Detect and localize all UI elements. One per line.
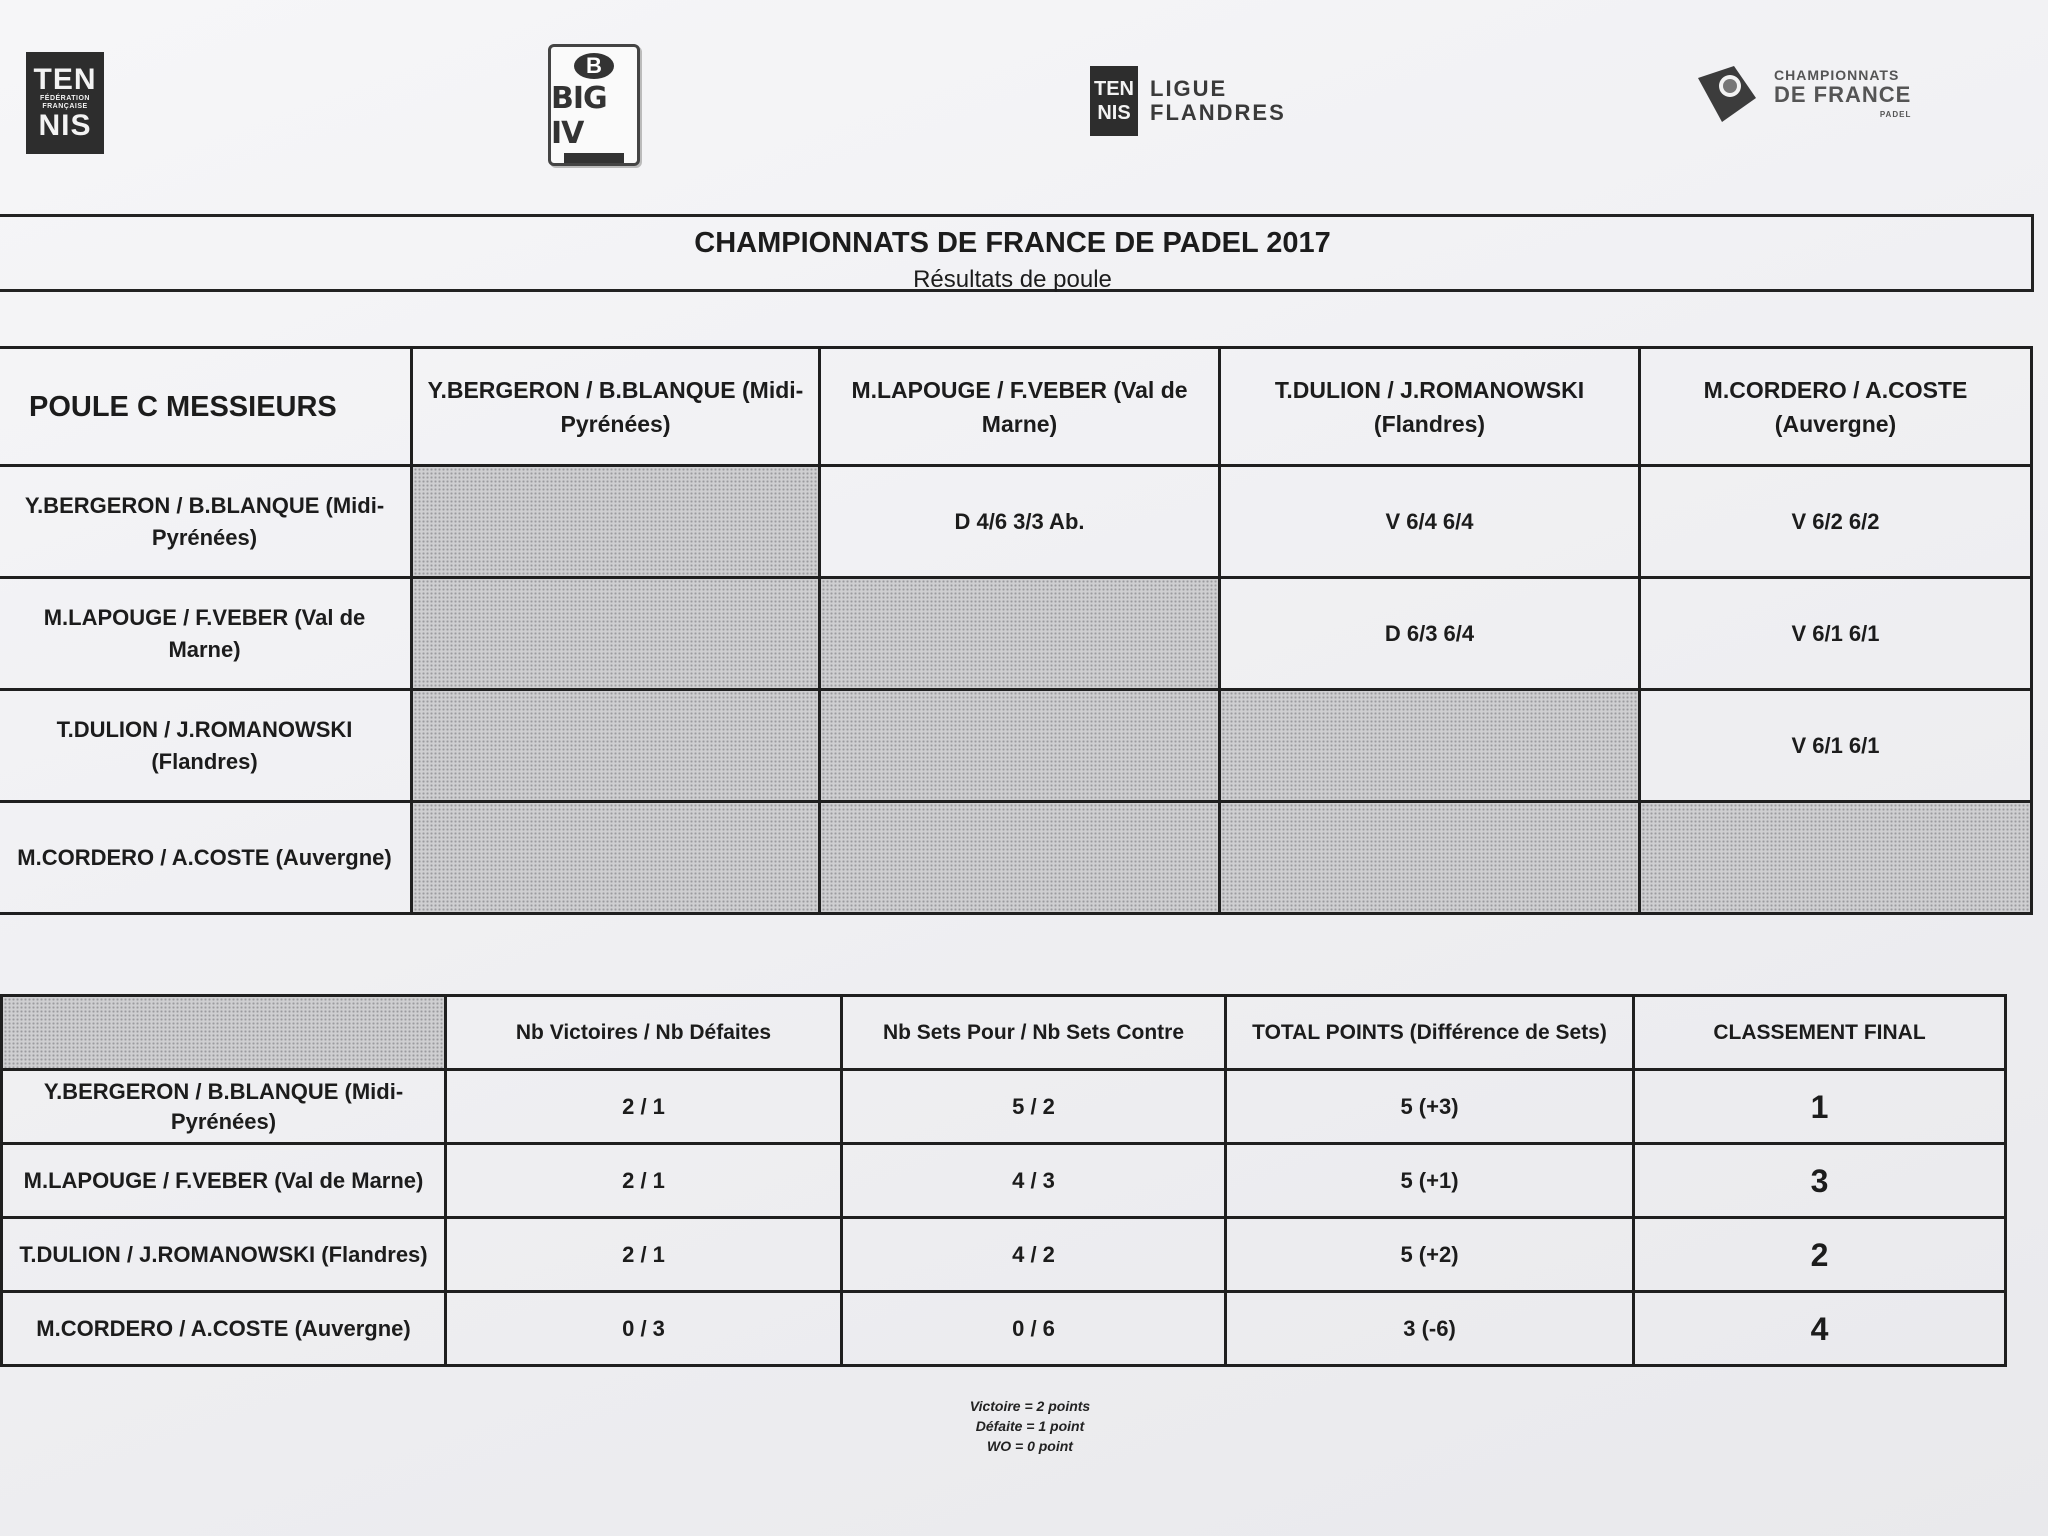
page-title: CHAMPIONNATS DE FRANCE DE PADEL 2017 (694, 227, 1331, 259)
summary-row (2, 1070, 2006, 1144)
fft-tennis-logo (26, 52, 104, 154)
row-team: M.LAPOUGE / F.VEBER (Val de Marne) (0, 578, 412, 690)
summary-row (2, 1144, 2006, 1218)
result-cell-blank (820, 802, 1220, 914)
summary-row (2, 1292, 2006, 1366)
big-iv-logo (548, 44, 640, 166)
cdf-text (1774, 65, 1911, 125)
final-rank: 2 (1634, 1218, 2006, 1292)
ligue-mark-bottom: NIS (1097, 102, 1131, 124)
result-cell-blank (412, 802, 820, 914)
cdf-line1: CHAMPIONNATS (1774, 67, 1900, 83)
result-cell-blank (820, 690, 1220, 802)
column-header: T.DULION / J.ROMANOWSKI (Flandres) (1220, 348, 1640, 466)
legend-line: Défaite = 1 point (975, 1418, 1085, 1434)
summary-header: Nb Victoires / Nb Défaites (446, 996, 842, 1070)
total-points: 5 (+3) (1226, 1070, 1634, 1144)
padel-racket-icon (1694, 64, 1764, 126)
cdf-line2: DE FRANCE (1774, 82, 1912, 107)
final-rank: 1 (1634, 1070, 2006, 1144)
fft-logo-bottom: NIS (38, 109, 92, 142)
summary-team: M.LAPOUGE / F.VEBER (Val de Marne) (2, 1144, 446, 1218)
total-points: 3 (-6) (1226, 1292, 1634, 1366)
pool-results-matrix (0, 346, 2033, 915)
sets-for-against: 5 / 2 (842, 1070, 1226, 1144)
page-subtitle: Résultats de poule (913, 266, 1112, 293)
points-legend (930, 1396, 1130, 1456)
row-team: T.DULION / J.ROMANOWSKI (Flandres) (0, 690, 412, 802)
final-rank: 4 (1634, 1292, 2006, 1366)
summary-team: M.CORDERO / A.COSTE (Auvergne) (2, 1292, 446, 1366)
wins-losses: 2 / 1 (446, 1070, 842, 1144)
result-cell-blank (412, 578, 820, 690)
summary-row (2, 1218, 2006, 1292)
column-header: M.CORDERO / A.COSTE (Auvergne) (1640, 348, 2032, 466)
sets-for-against: 4 / 3 (842, 1144, 1226, 1218)
result-cell-blank (1220, 802, 1640, 914)
title-banner (0, 214, 2034, 292)
result-cell-blank (1640, 802, 2032, 914)
big-iv-name: BIG IV (551, 81, 607, 151)
big-iv-badge-icon: B (574, 53, 614, 79)
final-rank: 3 (1634, 1144, 2006, 1218)
result-cell-blank (412, 690, 820, 802)
result-cell: V 6/1 6/1 (1640, 690, 2032, 802)
total-points: 5 (+2) (1226, 1218, 1634, 1292)
ligue-mark-top: TEN (1094, 78, 1134, 100)
column-header: M.LAPOUGE / F.VEBER (Val de Marne) (820, 348, 1220, 466)
matrix-row (0, 802, 2032, 914)
ligue-name-line2: FLANDRES (1150, 100, 1286, 125)
matrix-header-row (0, 348, 2032, 466)
column-header: Y.BERGERON / B.BLANQUE (Midi-Pyrénées) (412, 348, 820, 466)
row-team: Y.BERGERON / B.BLANQUE (Midi-Pyrénées) (0, 466, 412, 578)
matrix-row (0, 466, 2032, 578)
wins-losses: 0 / 3 (446, 1292, 842, 1366)
ligue-name (1150, 77, 1286, 125)
pool-summary-table (0, 994, 2007, 1367)
wins-losses: 2 / 1 (446, 1218, 842, 1292)
result-cell: V 6/1 6/1 (1640, 578, 2032, 690)
result-cell-blank (412, 466, 820, 578)
row-team: M.CORDERO / A.COSTE (Auvergne) (0, 802, 412, 914)
result-cell: V 6/2 6/2 (1640, 466, 2032, 578)
legend-line: WO = 0 point (987, 1438, 1073, 1454)
fft-logo-caption: FÉDÉRATION FRANÇAISE (40, 95, 90, 110)
result-cell-blank (820, 578, 1220, 690)
pool-name: POULE C MESSIEURS (0, 348, 412, 466)
summary-header: TOTAL POINTS (Différence de Sets) (1226, 996, 1634, 1070)
sets-for-against: 4 / 2 (842, 1218, 1226, 1292)
summary-header-row (2, 996, 2006, 1070)
wins-losses: 2 / 1 (446, 1144, 842, 1218)
result-cell: D 6/3 6/4 (1220, 578, 1640, 690)
cdf-line3: PADEL (1879, 110, 1912, 119)
ligue-flandres-logo (1090, 66, 1286, 136)
ligue-name-line1: LIGUE (1150, 76, 1228, 101)
summary-corner (2, 996, 446, 1070)
matrix-row (0, 690, 2032, 802)
summary-team: T.DULION / J.ROMANOWSKI (Flandres) (2, 1218, 446, 1292)
summary-team: Y.BERGERON / B.BLANQUE (Midi-Pyrénées) (2, 1070, 446, 1144)
result-cell: D 4/6 3/3 Ab. (820, 466, 1220, 578)
ligue-tennis-mark (1090, 66, 1138, 136)
sets-for-against: 0 / 6 (842, 1292, 1226, 1366)
summary-header: Nb Sets Pour / Nb Sets Contre (842, 996, 1226, 1070)
total-points: 5 (+1) (1226, 1144, 1634, 1218)
championnats-de-france-logo (1694, 64, 1911, 126)
big-iv-strip (564, 153, 624, 163)
result-cell: V 6/4 6/4 (1220, 466, 1640, 578)
result-cell-blank (1220, 690, 1640, 802)
summary-header: CLASSEMENT FINAL (1634, 996, 2006, 1070)
fft-logo-top: TEN (33, 63, 97, 96)
matrix-row (0, 578, 2032, 690)
legend-line: Victoire = 2 points (969, 1398, 1091, 1414)
